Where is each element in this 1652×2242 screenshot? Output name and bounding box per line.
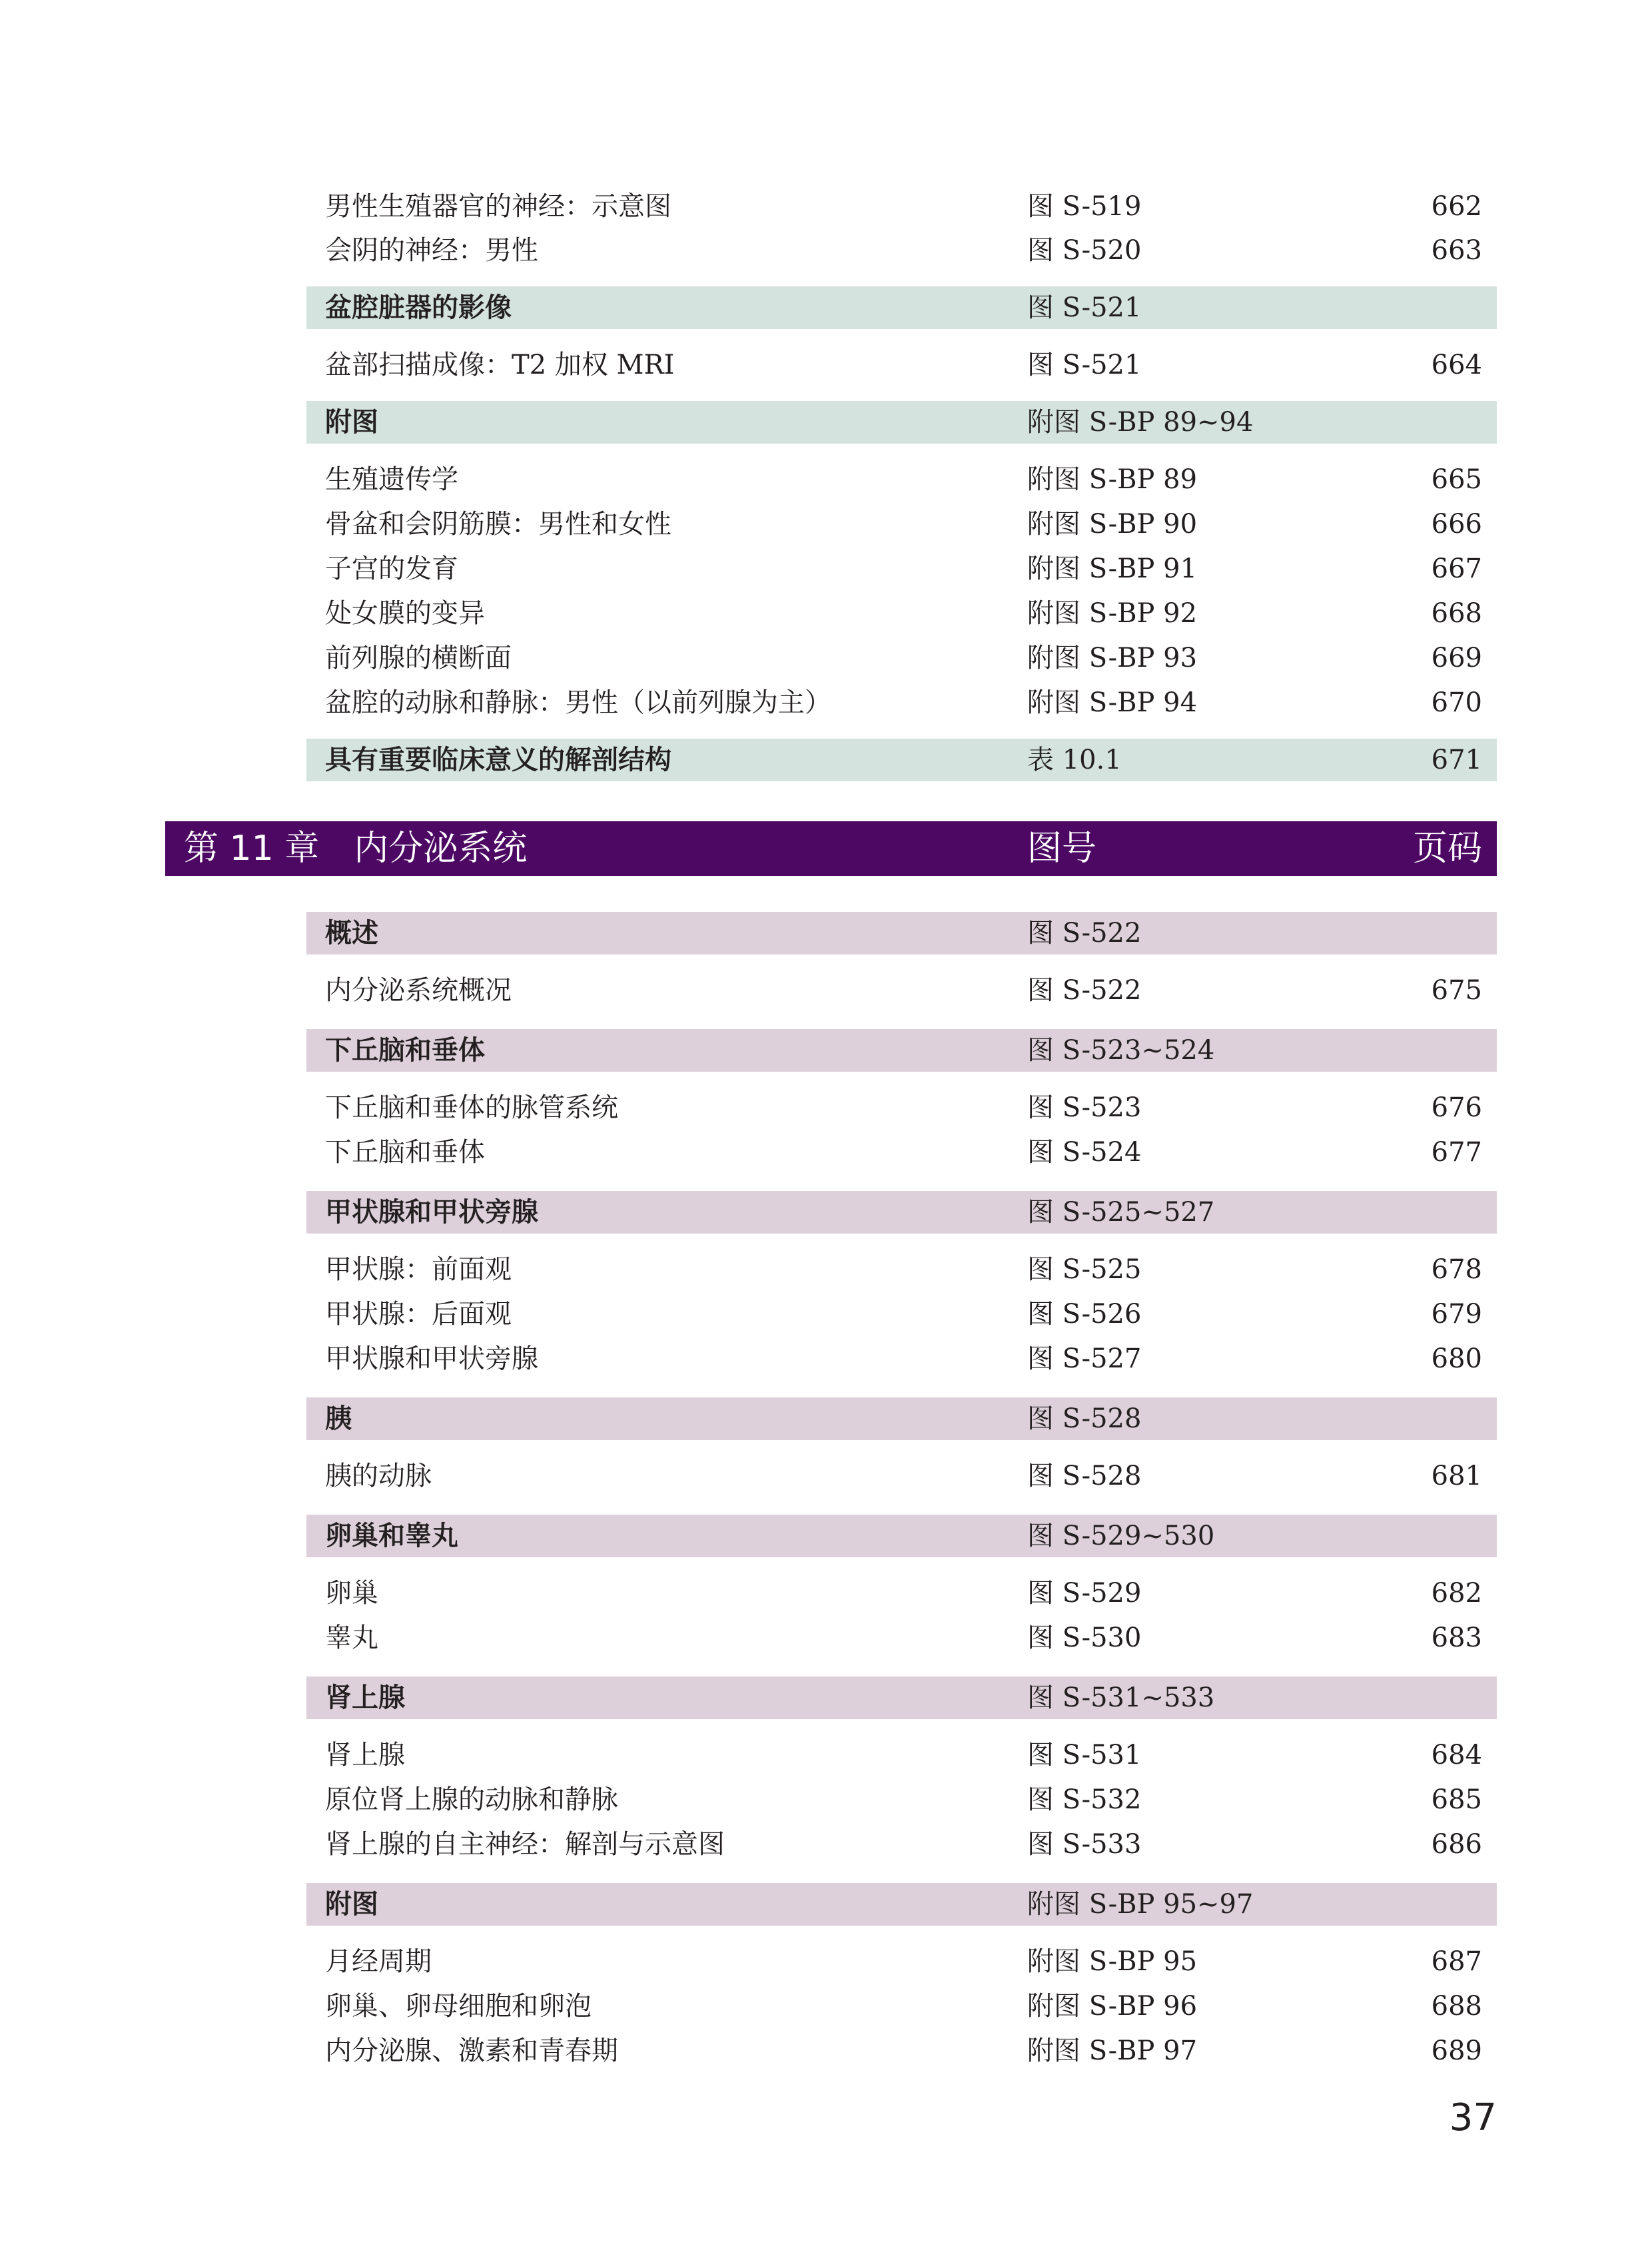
toc-entry: [306, 503, 1497, 546]
entry-title: 肾上腺的自主神经：解剖与示意图: [325, 1829, 725, 1860]
toc-entry: [306, 229, 1497, 272]
section-title: 卵巢和睾丸: [325, 1521, 458, 1551]
toc-entry: [306, 1940, 1497, 1983]
entry-page: 663: [1431, 235, 1482, 266]
entry-title: 睾丸: [325, 1623, 378, 1653]
toc-entry: [306, 1572, 1497, 1615]
section-figures: 图 S-528: [1027, 1403, 1142, 1434]
entry-page: 675: [1431, 975, 1482, 1006]
entry-figure: 图 S-531: [1027, 1740, 1142, 1770]
section-figures: 图 S-523~524: [1027, 1035, 1215, 1066]
toc-entry: [306, 1823, 1497, 1866]
entry-page: 682: [1431, 1578, 1482, 1609]
entry-figure: 附图 S-BP 94: [1027, 687, 1198, 718]
entry-title: 卵巢: [325, 1578, 378, 1609]
entry-page: 677: [1431, 1137, 1482, 1168]
section-header: [306, 912, 1497, 954]
entry-title: 盆腔的动脉和静脉：男性（以前列腺为主）: [325, 687, 831, 718]
entry-title: 月经周期: [325, 1946, 432, 1977]
entry-title: 卵巢、卵母细胞和卵泡: [325, 1991, 592, 2022]
toc-entry: [306, 1455, 1497, 1497]
entry-figure: 图 S-533: [1027, 1829, 1142, 1860]
entry-page: 666: [1431, 509, 1482, 540]
entry-figure: 图 S-527: [1027, 1343, 1142, 1374]
toc-entry: [306, 1293, 1497, 1335]
entry-figure: 图 S-529: [1027, 1578, 1142, 1609]
entry-figure: 图 S-528: [1027, 1461, 1142, 1491]
toc-entry: [306, 185, 1497, 228]
entry-title: 甲状腺：前面观: [325, 1254, 512, 1285]
entry-title: 内分泌腺、激素和青春期: [325, 2036, 618, 2066]
section-page: 671: [1431, 745, 1482, 775]
entry-figure: 图 S-522: [1027, 975, 1142, 1006]
entry-page: 689: [1431, 2036, 1482, 2066]
entry-title: 胰的动脉: [325, 1461, 432, 1491]
entry-figure: 图 S-519: [1027, 191, 1142, 222]
entry-figure: 图 S-525: [1027, 1254, 1142, 1285]
entry-figure: 图 S-523: [1027, 1092, 1142, 1123]
page-number: 37: [1449, 2096, 1497, 2139]
entry-title: 处女膜的变异: [325, 598, 485, 629]
entry-figure: 附图 S-BP 96: [1027, 1991, 1198, 2022]
entry-title: 子宫的发育: [325, 554, 458, 584]
entry-title: 会阴的神经：男性: [325, 235, 538, 266]
entry-figure: 图 S-526: [1027, 1299, 1142, 1329]
entry-figure: 图 S-524: [1027, 1137, 1142, 1168]
chapter-header: [165, 821, 1497, 876]
entry-title: 甲状腺和甲状旁腺: [325, 1343, 538, 1374]
entry-page: 670: [1431, 687, 1482, 718]
figure-column-header: 图号: [1027, 829, 1097, 869]
entry-page: 685: [1431, 1784, 1482, 1815]
toc-entry: [306, 2030, 1497, 2072]
section-title: 下丘脑和垂体: [325, 1035, 485, 1066]
entry-figure: 附图 S-BP 93: [1027, 643, 1198, 673]
toc-entry: [306, 458, 1497, 501]
entry-figure: 图 S-520: [1027, 235, 1142, 266]
entry-title: 下丘脑和垂体: [325, 1137, 485, 1168]
section-header: [306, 1029, 1497, 1072]
toc-entry: [306, 1086, 1497, 1129]
section-figures: 图 S-521: [1027, 292, 1142, 323]
toc-entry: [306, 637, 1497, 679]
section-title: 附图: [325, 407, 378, 438]
entry-page: 662: [1431, 191, 1482, 222]
entry-page: 667: [1431, 554, 1482, 584]
section-title: 甲状腺和甲状旁腺: [325, 1197, 538, 1228]
section-header: [306, 286, 1497, 329]
entry-page: 669: [1431, 643, 1482, 673]
entry-title: 骨盆和会阴筋膜：男性和女性: [325, 509, 671, 540]
entry-page: 687: [1431, 1946, 1482, 1977]
section-header: [306, 401, 1497, 444]
entry-figure: 附图 S-BP 92: [1027, 598, 1198, 629]
entry-page: 683: [1431, 1623, 1482, 1653]
entry-page: 678: [1431, 1254, 1482, 1285]
section-header: [306, 1883, 1497, 1926]
section-figures: 图 S-522: [1027, 918, 1142, 948]
entry-title: 生殖遗传学: [325, 464, 458, 495]
toc-entry: [306, 1131, 1497, 1174]
entry-page: 665: [1431, 464, 1482, 495]
toc-entry: [306, 592, 1497, 635]
entry-figure: 附图 S-BP 89: [1027, 464, 1198, 495]
entry-title: 内分泌系统概况: [325, 975, 512, 1006]
entry-page: 681: [1431, 1461, 1482, 1491]
entry-page: 686: [1431, 1829, 1482, 1860]
section-title: 具有重要临床意义的解剖结构: [325, 745, 671, 775]
entry-page: 684: [1431, 1740, 1482, 1770]
entry-figure: 图 S-530: [1027, 1623, 1142, 1653]
section-figures: 附图 S-BP 95~97: [1027, 1889, 1254, 1920]
section-title: 盆腔脏器的影像: [325, 292, 512, 323]
entry-title: 肾上腺: [325, 1740, 405, 1770]
section-title: 肾上腺: [325, 1682, 405, 1713]
section-title: 概述: [325, 918, 378, 948]
toc-entry: [306, 1985, 1497, 2028]
entry-page: 668: [1431, 598, 1482, 629]
entry-page: 688: [1431, 1991, 1482, 2022]
toc-entry: [306, 344, 1497, 386]
section-figures: 图 S-529~530: [1027, 1521, 1215, 1551]
entry-figure: 图 S-532: [1027, 1784, 1142, 1815]
section-header: [306, 739, 1497, 781]
entry-page: 676: [1431, 1092, 1482, 1123]
toc-entry: [306, 1778, 1497, 1821]
entry-title: 下丘脑和垂体的脉管系统: [325, 1092, 618, 1123]
entry-figure: 附图 S-BP 97: [1027, 2036, 1198, 2066]
toc-entry: [306, 681, 1497, 724]
entry-title: 甲状腺：后面观: [325, 1299, 512, 1329]
section-figures: 附图 S-BP 89~94: [1027, 407, 1254, 438]
page-column-header: 页码: [1412, 829, 1482, 869]
section-figures: 图 S-531~533: [1027, 1682, 1215, 1713]
entry-title: 男性生殖器官的神经：示意图: [325, 191, 671, 222]
toc-entry: [306, 969, 1497, 1012]
entry-title: 盆部扫描成像：T2 加权 MRI: [325, 350, 675, 380]
section-figures: 图 S-525~527: [1027, 1197, 1215, 1228]
toc-entry: [306, 1337, 1497, 1380]
section-figures: 表 10.1: [1027, 745, 1122, 775]
toc-entry: [306, 1734, 1497, 1776]
toc-entry: [306, 548, 1497, 590]
entry-figure: 附图 S-BP 91: [1027, 554, 1198, 584]
section-title: 胰: [325, 1403, 352, 1434]
entry-figure: 附图 S-BP 95: [1027, 1946, 1198, 1977]
section-title: 附图: [325, 1889, 378, 1920]
chapter-title: 第 11 章 内分泌系统: [184, 829, 528, 869]
entry-figure: 附图 S-BP 90: [1027, 509, 1198, 540]
entry-page: 679: [1431, 1299, 1482, 1329]
entry-page: 680: [1431, 1343, 1482, 1374]
section-header: [306, 1191, 1497, 1234]
entry-title: 原位肾上腺的动脉和静脉: [325, 1784, 618, 1815]
entry-figure: 图 S-521: [1027, 350, 1142, 380]
toc-entry: [306, 1617, 1497, 1659]
section-header: [306, 1515, 1497, 1557]
entry-title: 前列腺的横断面: [325, 643, 512, 673]
section-header: [306, 1397, 1497, 1440]
toc-entry: [306, 1248, 1497, 1291]
section-header: [306, 1677, 1497, 1719]
entry-page: 664: [1431, 350, 1482, 380]
